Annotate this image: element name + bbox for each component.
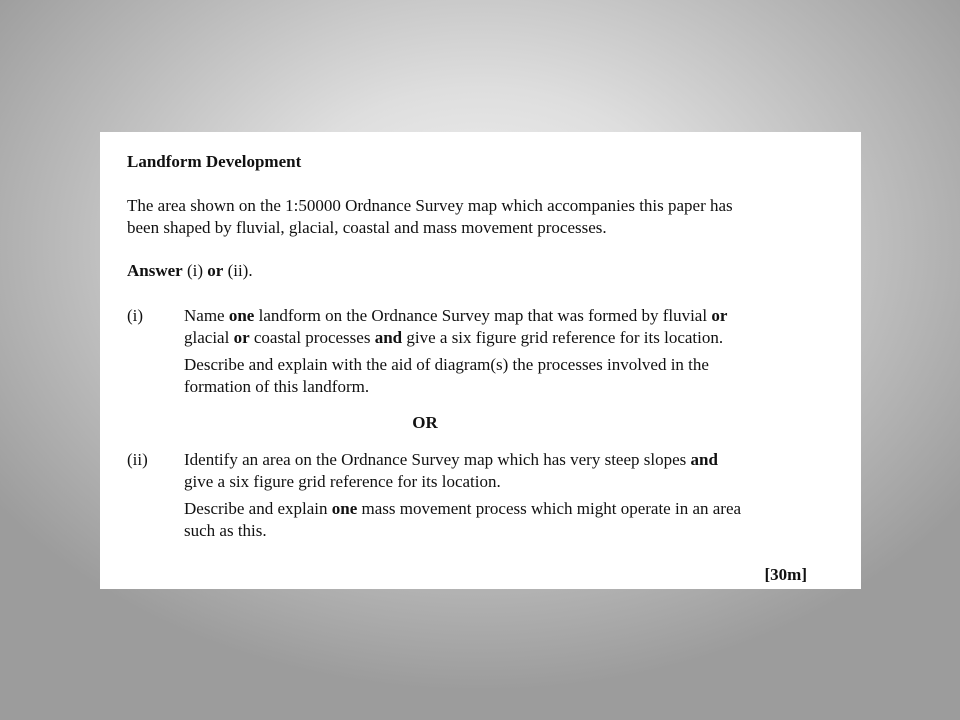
option-ii-l3-c: mass movement process which might operate in an area <box>357 499 742 518</box>
question-paper <box>100 132 861 589</box>
option-i-line-4: formation of this landform. <box>184 377 370 396</box>
option-i-l1-d: or <box>711 306 728 325</box>
option-ii-number: (ii) <box>127 450 148 469</box>
intro-line-1: The area shown on the 1:50000 Ordnance Survey map which accompanies this paper has <box>127 196 733 215</box>
option-i-number: (i) <box>127 306 144 325</box>
option-ii-l3-b: one <box>331 499 358 518</box>
option-i-l2-d: and <box>374 328 403 347</box>
section-heading: Landform Development <box>127 152 302 171</box>
marks-allocation: [30m] <box>764 565 807 584</box>
answer-or-bold: or <box>207 261 224 280</box>
or-separator: OR <box>412 413 438 432</box>
option-i-line-2 <box>184 327 723 349</box>
answer-text-1: (i) <box>182 261 208 280</box>
option-i-l1-a: Name <box>184 306 229 325</box>
option-i-l2-b: or <box>233 328 250 347</box>
option-i-line-3: Describe and explain with the aid of diagram(s) the processes involved in the <box>184 355 709 374</box>
option-ii-line-2: give a six figure grid reference for its location. <box>184 472 501 491</box>
option-ii-line-4: such as this. <box>184 521 267 540</box>
answer-instruction <box>127 260 253 282</box>
option-ii-line-3 <box>184 498 741 520</box>
option-i-l1-c: landform on the Ordnance Survey map that was formed by fluvial <box>254 306 712 325</box>
answer-text-2: (ii). <box>223 261 253 280</box>
option-i-l2-a: glacial <box>184 328 234 347</box>
option-ii-line-1 <box>184 449 718 471</box>
option-i-l2-c: coastal processes <box>249 328 375 347</box>
option-ii-l1-a: Identify an area on the Ordnance Survey map which has very steep slopes <box>184 450 691 469</box>
answer-bold: Answer <box>127 261 183 280</box>
intro-line-2: been shaped by fluvial, glacial, coastal and mass movement processes. <box>127 218 607 237</box>
option-ii-l3-a: Describe and explain <box>184 499 332 518</box>
option-i-l2-e: give a six figure grid reference for its location. <box>402 328 724 347</box>
option-i-line-1 <box>184 305 727 327</box>
option-ii-l1-b: and <box>690 450 718 469</box>
option-i-l1-b: one <box>228 306 255 325</box>
